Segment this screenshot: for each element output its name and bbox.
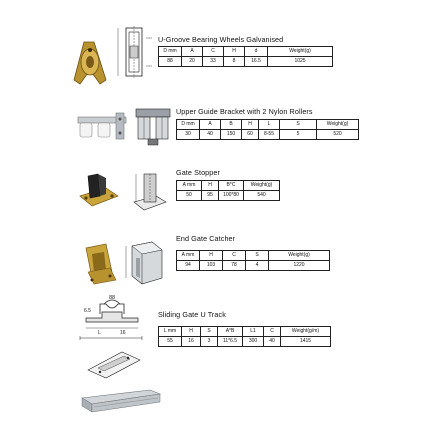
header-cell: S xyxy=(280,120,317,130)
value-cell: 50 xyxy=(177,191,202,201)
u-track-section-drawing xyxy=(76,292,146,348)
header-cell: A mm xyxy=(177,181,202,191)
gate-stopper-photo xyxy=(76,170,122,214)
value-cell: 33 xyxy=(203,57,224,67)
header-cell: Weight(g) xyxy=(269,251,330,261)
u-groove-wheel-drawing xyxy=(114,24,154,80)
header-cell: C xyxy=(223,251,246,261)
guide-bracket-photo xyxy=(74,109,130,145)
header-cell: D mm xyxy=(159,47,182,57)
value-cell: 95 xyxy=(202,191,219,201)
product-upper-guide-bracket xyxy=(0,95,436,160)
value-cell: 300 xyxy=(243,337,264,347)
product-sliding-gate-u-track xyxy=(0,292,436,436)
header-cell: A mm xyxy=(177,251,200,261)
header-cell: d xyxy=(245,47,268,57)
value-cell: 540 xyxy=(244,191,280,201)
table-header-row xyxy=(159,47,333,57)
value-cell: 16.5 xyxy=(245,57,268,67)
header-cell: H xyxy=(224,47,245,57)
header-cell: L mm xyxy=(159,327,182,337)
value-cell: 11*6.5 xyxy=(218,337,243,347)
value-cell: 1220 xyxy=(269,261,330,271)
product-title: End Gate Catcher xyxy=(176,234,236,243)
spec-table xyxy=(176,119,359,140)
dim-label-top: 88 xyxy=(108,295,116,301)
value-cell: 1415 xyxy=(281,337,331,347)
table-row xyxy=(177,130,359,140)
header-cell: Weight(g/m) xyxy=(281,327,331,337)
dim-label-left: 6.5 xyxy=(84,308,91,314)
header-cell: Weight(g) xyxy=(268,47,333,57)
header-cell: H xyxy=(242,120,259,130)
value-cell: 150 xyxy=(221,130,242,140)
header-cell: H xyxy=(182,327,201,337)
value-cell: 94 xyxy=(177,261,200,271)
header-cell: Weight(g) xyxy=(244,181,280,191)
value-cell: 3 xyxy=(201,337,218,347)
table-row xyxy=(159,337,331,347)
value-cell: 55 xyxy=(159,337,182,347)
header-cell: C xyxy=(264,327,281,337)
u-groove-wheel-photo xyxy=(70,40,110,86)
product-title: Sliding Gate U Track xyxy=(158,310,226,319)
dim-label-l: L xyxy=(98,330,101,336)
header-cell: L1 xyxy=(243,327,264,337)
header-cell: B*C xyxy=(219,181,244,191)
value-cell: 88 xyxy=(159,57,182,67)
header-cell: H xyxy=(202,181,219,191)
table-header-row xyxy=(159,327,331,337)
value-cell: 78 xyxy=(223,261,246,271)
dim-label-t: 16 xyxy=(120,330,126,336)
header-cell: S xyxy=(246,251,269,261)
u-track-iso-drawing xyxy=(84,348,144,382)
value-cell: 16 xyxy=(182,337,201,347)
header-cell: L xyxy=(259,120,280,130)
value-cell: 520 xyxy=(317,130,359,140)
table-row xyxy=(177,261,330,271)
product-u-groove-wheels xyxy=(0,0,436,90)
value-cell: 8-55 xyxy=(259,130,280,140)
guide-bracket-drawing xyxy=(132,105,174,149)
value-cell: 1025 xyxy=(268,57,333,67)
header-cell: S xyxy=(201,327,218,337)
header-cell: H xyxy=(200,251,223,261)
value-cell: 30 xyxy=(177,130,200,140)
product-title: Gate Stopper xyxy=(176,168,220,177)
gate-stopper-drawing xyxy=(130,168,170,216)
table-row xyxy=(159,57,333,67)
product-end-gate-catcher xyxy=(0,226,436,294)
spec-table xyxy=(176,250,330,271)
header-cell: Weight(g) xyxy=(317,120,359,130)
header-cell: A xyxy=(182,47,203,57)
value-cell: 4 xyxy=(246,261,269,271)
value-cell: 5 xyxy=(280,130,317,140)
header-cell: D mm xyxy=(177,120,200,130)
spec-table xyxy=(176,180,280,201)
value-cell: 40 xyxy=(264,337,281,347)
spec-table xyxy=(158,326,331,347)
header-cell: A xyxy=(200,120,221,130)
value-cell: 60 xyxy=(242,130,259,140)
u-track-photo xyxy=(80,388,162,416)
product-gate-stopper xyxy=(0,160,436,222)
gate-catcher-drawing xyxy=(122,238,168,290)
table-row xyxy=(177,191,280,201)
value-cell: 8 xyxy=(224,57,245,67)
product-title: U-Groove Bearing Wheels Galvanised xyxy=(158,35,284,44)
gate-catcher-photo xyxy=(78,242,120,286)
table-header-row xyxy=(177,181,280,191)
value-cell: 40 xyxy=(200,130,221,140)
value-cell: 100*80 xyxy=(219,191,244,201)
value-cell: 20 xyxy=(182,57,203,67)
table-header-row xyxy=(177,251,330,261)
product-title: Upper Guide Bracket with 2 Nylon Rollers xyxy=(176,107,313,116)
table-header-row xyxy=(177,120,359,130)
header-cell: B xyxy=(221,120,242,130)
spec-table xyxy=(158,46,333,67)
header-cell: A*B xyxy=(218,327,243,337)
value-cell: 103 xyxy=(200,261,223,271)
header-cell: C xyxy=(203,47,224,57)
